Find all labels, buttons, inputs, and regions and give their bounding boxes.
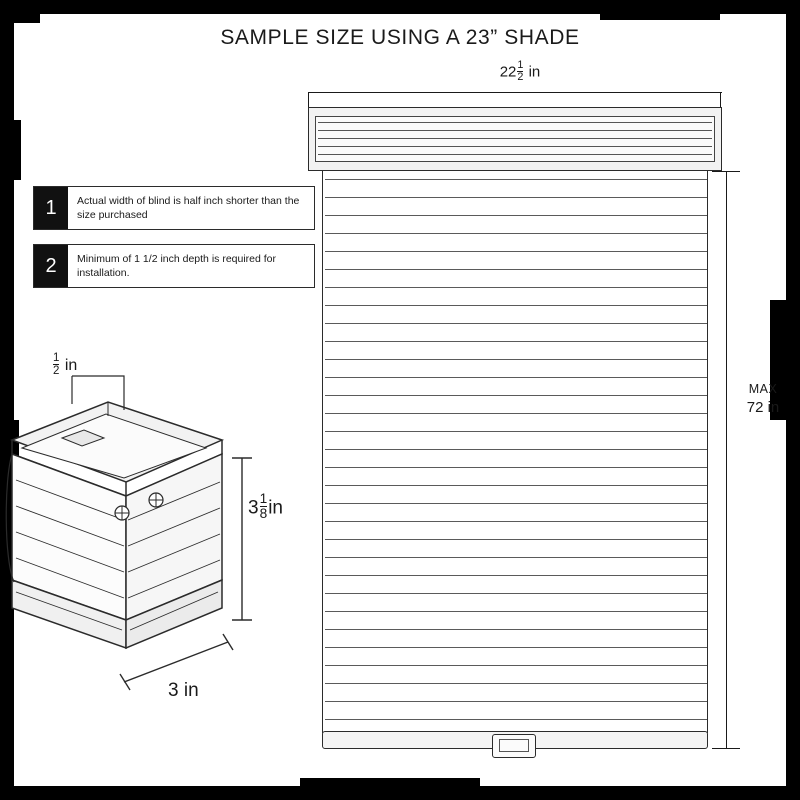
height-side-unit: in: [268, 497, 283, 519]
note-2-text: Minimum of 1 1/2 inch depth is required for installation.: [77, 252, 277, 279]
dim-height-tick-bottom: [712, 748, 740, 749]
page-title: SAMPLE SIZE USING A 23” SHADE: [220, 26, 580, 49]
width-unit: in: [528, 63, 541, 81]
border-nick: [14, 14, 40, 23]
max-value: 72 in: [746, 398, 780, 416]
dimension-label-height-side: [248, 492, 283, 522]
shade-pleats: [325, 171, 707, 731]
headrail-isometric-drawing: [0, 330, 340, 730]
shade-fabric: [322, 171, 708, 733]
note-2-badge: 2: [34, 245, 68, 287]
shade-pull-tab-inner: [499, 739, 529, 752]
dimension-label-width: [420, 60, 620, 84]
note-1-badge: 1: [34, 187, 68, 229]
dim-width-tick-left: [308, 92, 309, 108]
width-whole: 22: [499, 63, 517, 81]
half-inch-unit: in: [64, 357, 78, 375]
dim-height-line: [726, 171, 727, 749]
max-prefix: MAX: [748, 382, 778, 396]
dimension-label-half-inch: [52, 352, 77, 377]
height-side-whole: 3: [248, 497, 259, 519]
callout-note-1: [33, 186, 315, 230]
half-inch-fraction: $\frac{1}{2}$: [53, 352, 60, 378]
width-fraction: $\frac{1}{2}$: [517, 59, 524, 84]
border-top: [0, 0, 800, 14]
border-nick: [14, 120, 21, 180]
border-bottom: [0, 786, 800, 800]
dimension-label-depth: [168, 680, 199, 702]
dim-width-line: [308, 92, 722, 93]
note-1-text: Actual width of blind is half inch shorter than the size purchased: [77, 194, 300, 221]
depth-whole: 3: [168, 680, 179, 701]
depth-unit: in: [183, 680, 199, 701]
dimension-label-max-height: [730, 380, 796, 418]
dim-width-tick-right: [720, 92, 721, 108]
callout-note-2: [33, 244, 315, 288]
border-nick: [300, 778, 480, 786]
border-nick: [600, 14, 720, 20]
height-side-fraction: $\frac{1}{8}$: [259, 491, 268, 522]
shade-headrail-grooves: [318, 122, 712, 158]
dim-height-tick-top: [712, 171, 740, 172]
